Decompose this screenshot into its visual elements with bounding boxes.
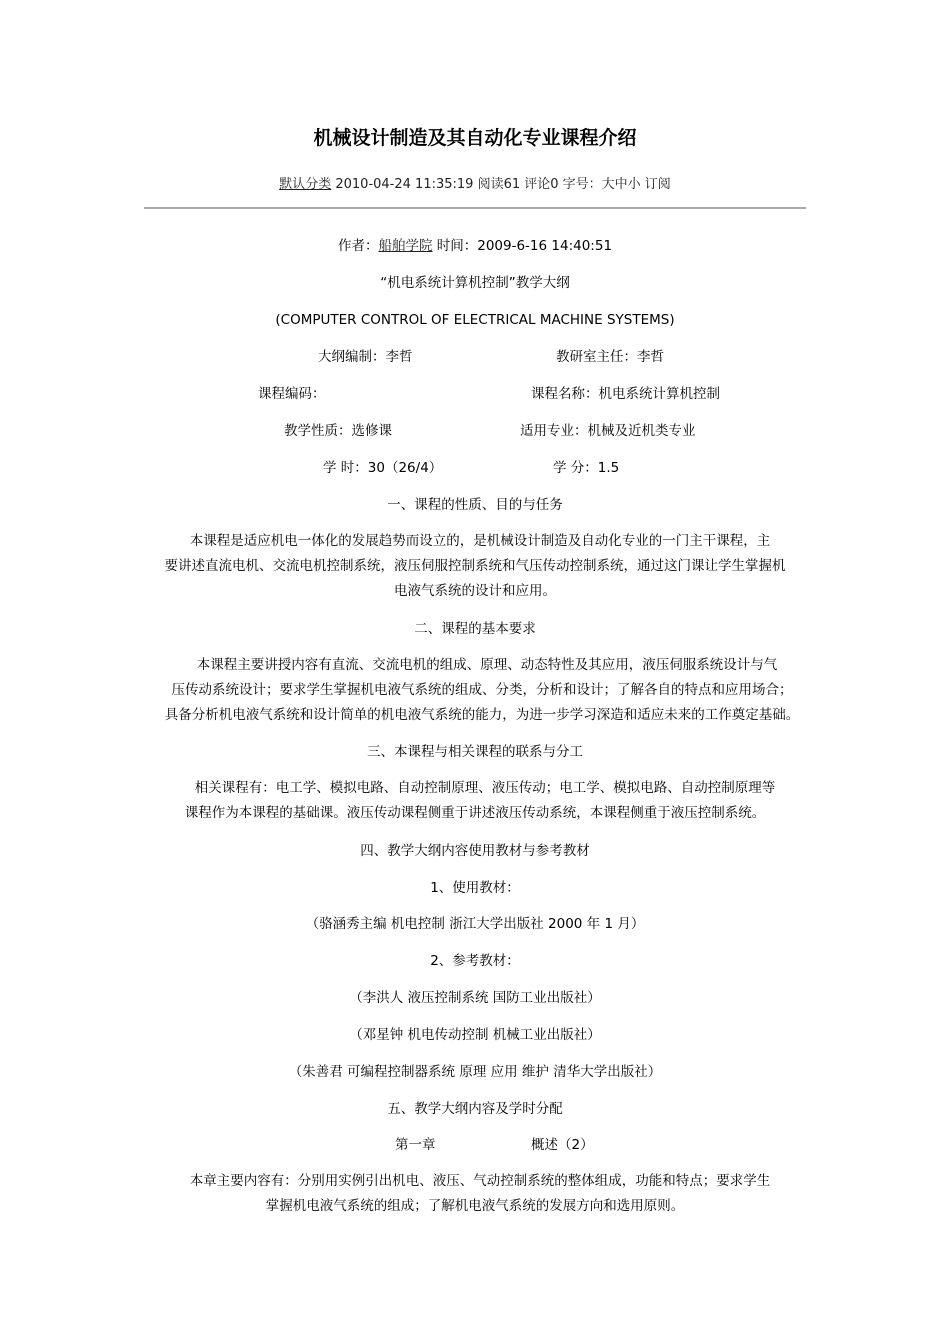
syllabus-title-en: (COMPUTER CONTROL OF ELECTRICAL MACHINE SYSTEMS) — [275, 312, 675, 328]
section-4-heading: 四、教学大纲内容使用教材与参考教材 — [360, 843, 590, 859]
author-link[interactable]: 船舶学院 — [378, 238, 433, 254]
paragraph-line: 电液气系统的设计和应用。 — [394, 583, 556, 599]
paragraph-line: 本课程主要讲授内容有直流、交流电机的组成、原理、动态特性及其应用，液压伺服系统设计与气 — [196, 657, 778, 673]
byline — [0, 237, 950, 255]
course-credits: 学 分：1.5 — [553, 460, 620, 476]
paragraph-line: 相关课程有：电工学、模拟电路、自动控制原理、液压传动；电工学、模拟电路、自动控制原理等 — [194, 780, 776, 796]
reference-entry: （李洪人 液压控制系统 国防工业出版社） — [349, 990, 601, 1006]
paragraph-line: 掌握机电液气系统的组成；了解机电液气系统的发展方向和选用原则。 — [265, 1198, 685, 1214]
section-1-paragraph — [144, 529, 806, 604]
category-link[interactable]: 默认分类 — [279, 177, 332, 192]
byline-time: 时间：2009-6-16 14:40:51 — [432, 238, 613, 254]
syllabus-title-cn: “机电系统计算机控制”教学大纲 — [380, 275, 570, 291]
chapter-1-label: 第一章 — [395, 1137, 436, 1153]
post-meta-text: 2010-04-24 11:35:19 阅读61 评论0 字号：大中小 订阅 — [331, 177, 671, 192]
course-major: 适用专业：机械及近机类专业 — [520, 423, 696, 439]
textbook-label: 1、使用教材： — [430, 880, 520, 896]
reference-entry: （邓星钟 机电传动控制 机械工业出版社） — [349, 1027, 601, 1043]
reference-label: 2、参考教材： — [430, 953, 520, 969]
paragraph-line: 课程作为本课程的基础课。液压传动课程侧重于讲述液压传动系统，本课程侧重于液压控制系统。 — [184, 805, 766, 821]
reference-entry: （朱善君 可编程控制器系统 原理 应用 维护 清华大学出版社） — [288, 1064, 662, 1080]
section-2-paragraph — [144, 653, 820, 728]
paragraph-line: 要讲述直流电机、交流电机控制系统，液压伺服控制系统和气压传动控制系统，通过这门课让学生掌握机 — [164, 558, 786, 574]
section-1-heading: 一、课程的性质、目的与任务 — [387, 497, 563, 513]
section-2-heading: 二、课程的基本要求 — [414, 621, 536, 637]
syllabus-editor: 大纲编制：李哲 — [318, 349, 413, 365]
course-code: 课程编码： — [258, 386, 326, 402]
page-title: 机械设计制造及其自动化专业课程介绍 — [313, 127, 637, 149]
textbook-entry: （骆涵秀主编 机电控制 浙江大学出版社 2000 年 1 月） — [305, 916, 645, 932]
paragraph-line: 具备分析机电液气系统和设计简单的机电液气系统的能力，为进一步学习深造和适应未来的工作奠定基础。 — [164, 707, 800, 723]
post-meta — [0, 176, 950, 194]
section-5-heading: 五、教学大纲内容及学时分配 — [387, 1101, 563, 1117]
paragraph-line: 压传动系统设计；要求学生掌握机电液气系统的组成、分类，分析和设计；了解各自的特点和应用场合； — [171, 682, 793, 698]
paragraph-line: 本章主要内容有：分别用实例引出机电、液压、气动控制系统的整体组成，功能和特点；要求学生 — [189, 1173, 771, 1189]
section-3-paragraph — [144, 776, 806, 826]
syllabus-director: 教研室主任：李哲 — [556, 349, 664, 365]
chapter-1-title: 概述（2） — [531, 1137, 594, 1153]
section-3-heading: 三、本课程与相关课程的联系与分工 — [367, 744, 583, 760]
header-divider — [144, 207, 806, 209]
author-prefix: 作者： — [337, 238, 379, 254]
course-nature: 教学性质：选修课 — [284, 423, 392, 439]
course-name: 课程名称：机电系统计算机控制 — [531, 386, 720, 402]
paragraph-line: 本课程是适应机电一体化的发展趋势而设立的，是机械设计制造及自动化专业的一门主干课程，主 — [189, 533, 771, 549]
course-hours: 学 时：30（26/4） — [323, 460, 443, 476]
chapter-1-paragraph — [144, 1169, 806, 1219]
